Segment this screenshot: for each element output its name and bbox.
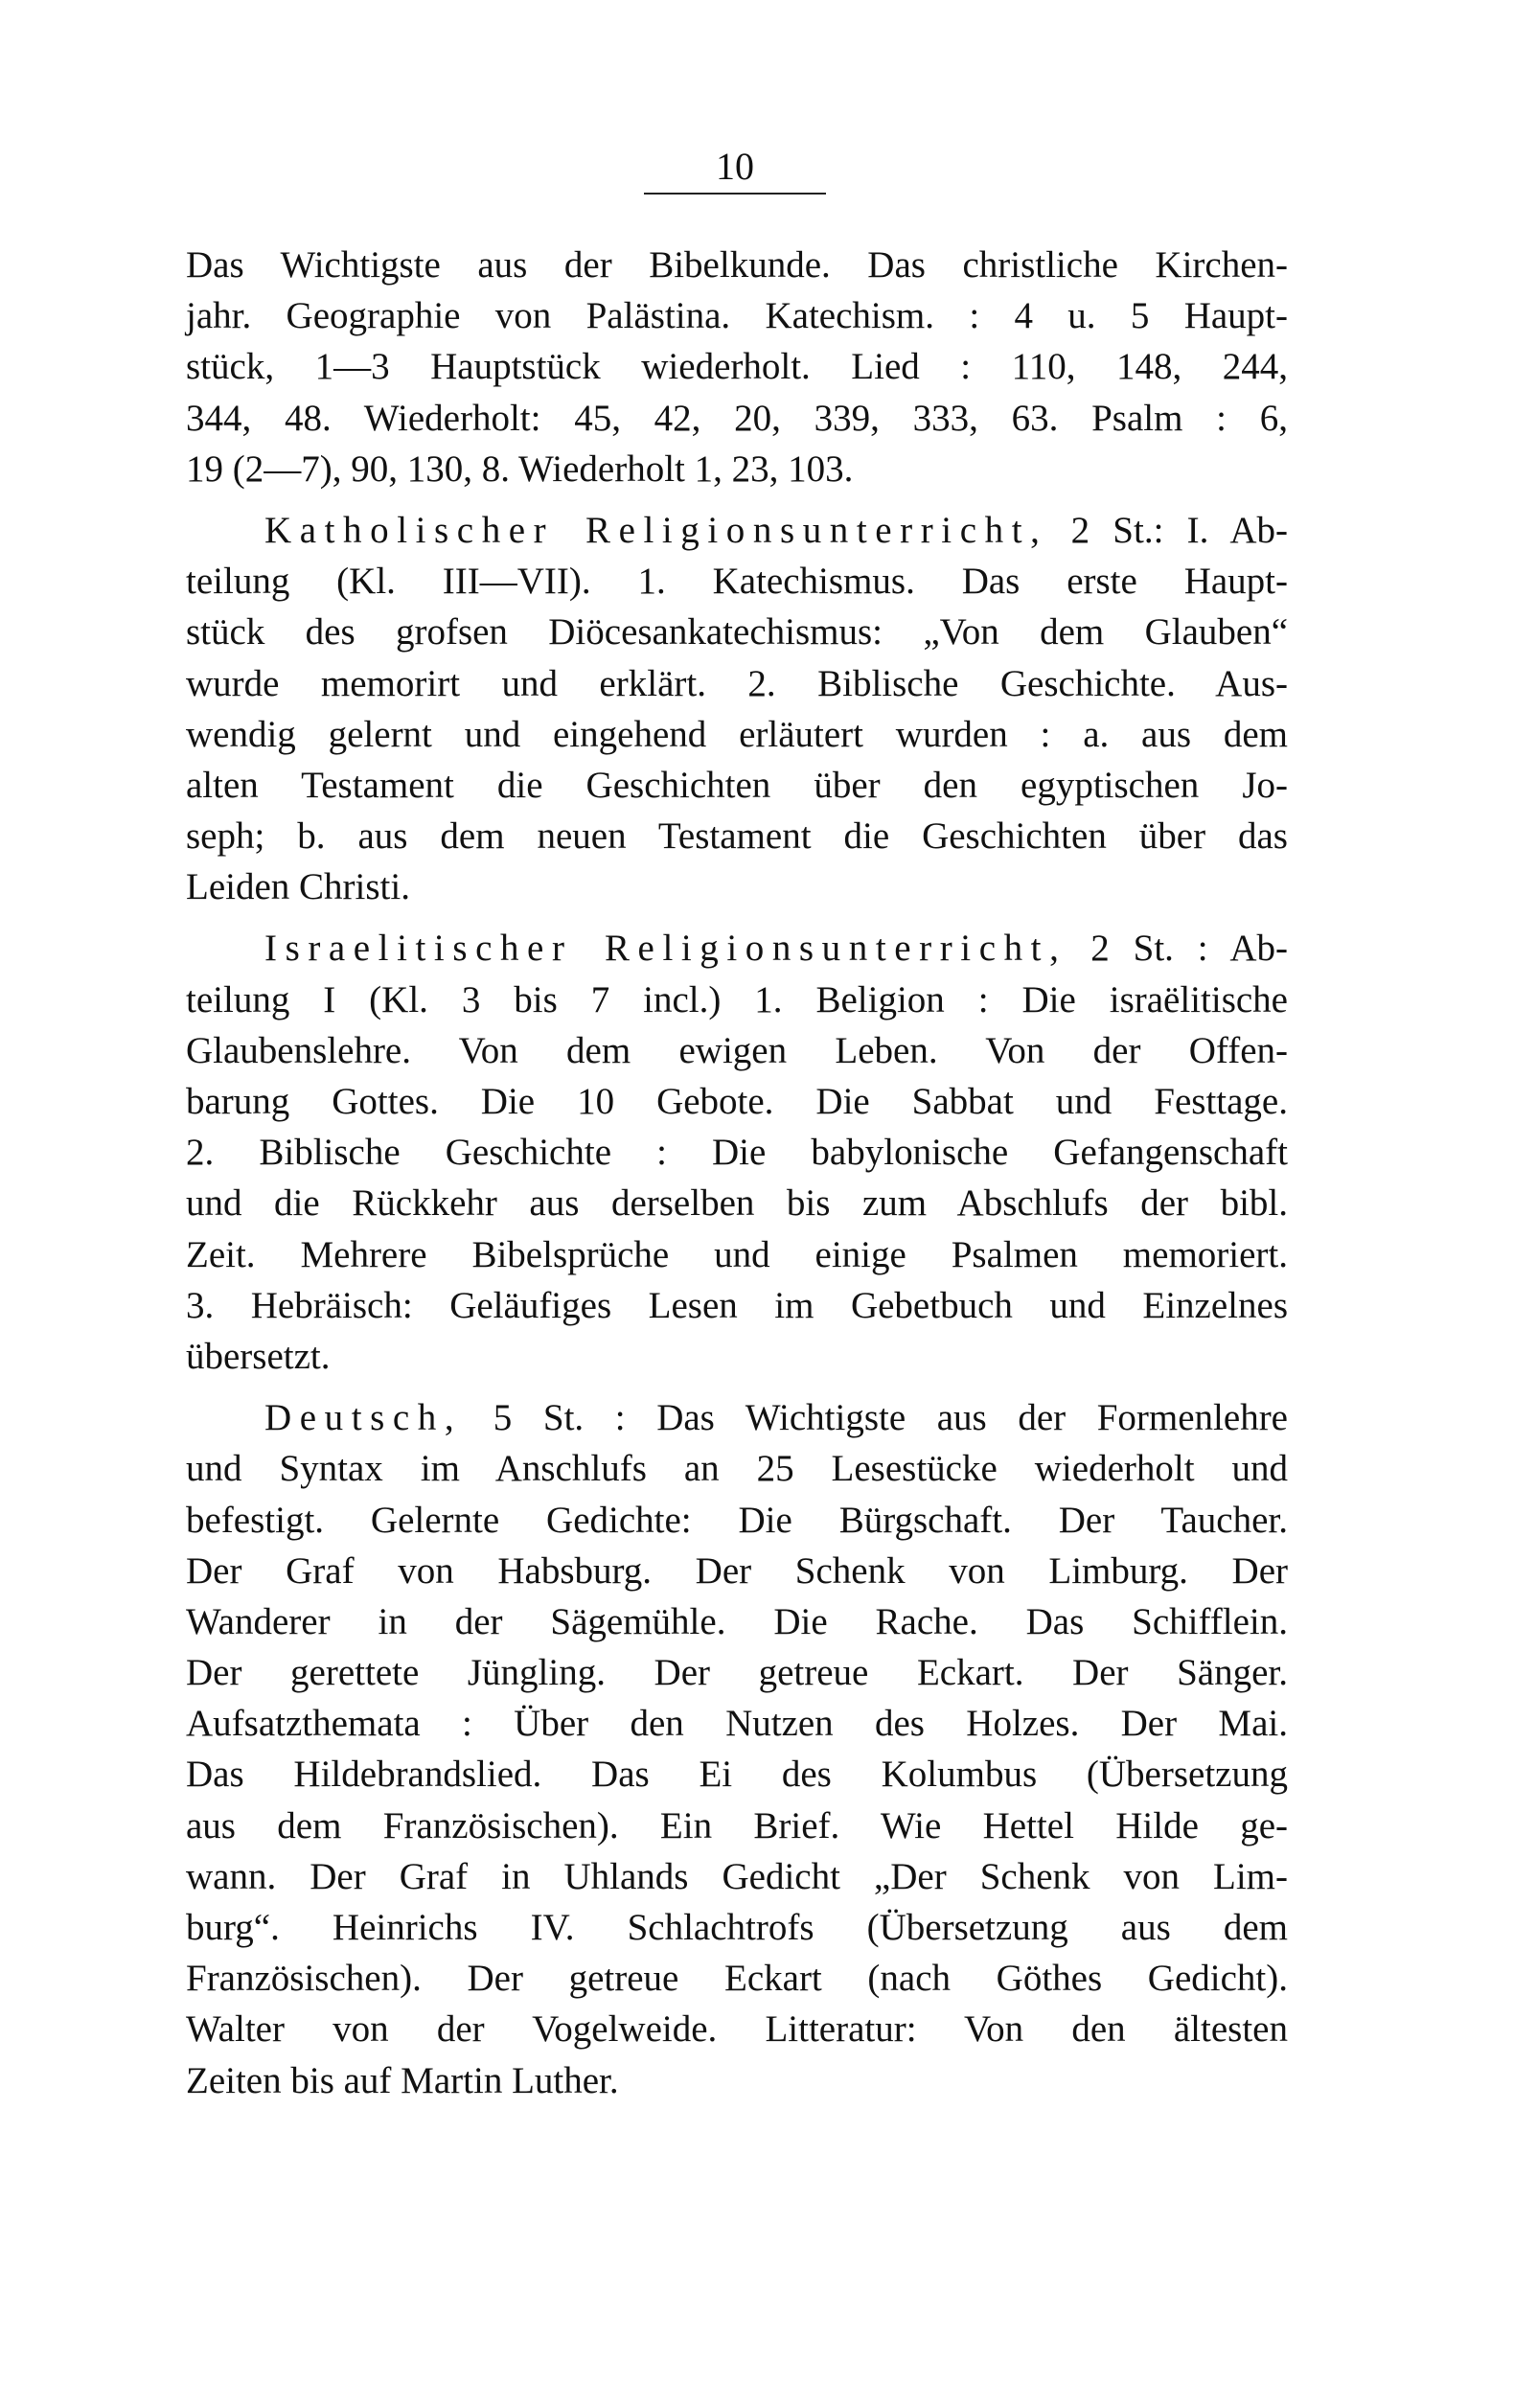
text-line: Das Hildebrandslied. Das Ei des Kolumbus (Übersetzung xyxy=(186,1754,1288,1796)
text-line: burg“. Heinrichs IV. Schlachtrofs (Übersetzung aus dem xyxy=(186,1907,1288,1948)
text-line: stück, 1—3 Hauptstück wiederholt. Lied : 110, 148, 244, xyxy=(186,346,1288,388)
text-line xyxy=(186,923,1288,974)
text-line: Zeit. Mehrere Bibelsprüche und einige Psalmen memoriert. xyxy=(186,1233,1288,1275)
text-line: Glaubenslehre. Von dem ewigen Leben. Von der Offen- xyxy=(186,1029,1288,1071)
paragraph-israelite xyxy=(186,923,1288,1382)
text-line: jahr. Geographie von Palästina. Katechism. : 4 u. 5 Haupt- xyxy=(186,295,1288,337)
text-span: 2 St.: I. Ab- xyxy=(1047,509,1289,551)
text-line: stück des grofsen Diöcesankatechismus: „Von dem Glauben“ xyxy=(186,611,1288,654)
text-line: barung Gottes. Die 10 Gebote. Die Sabbat und Festtage. xyxy=(186,1081,1288,1122)
text-line: 2. Biblische Geschichte : Die babylonische Gefangenschaft xyxy=(186,1132,1288,1174)
page-number: 10 xyxy=(716,145,754,188)
text-line: Zeiten bis auf Martin Luther. xyxy=(186,2059,619,2101)
section-heading: Katholischer Religionsunterricht, xyxy=(264,509,1048,551)
text-line xyxy=(186,505,1288,556)
text-line: Der gerettete Jüngling. Der getreue Eckart. Der Sänger. xyxy=(186,1652,1288,1694)
text-span: 5 St. : Das Wichtigste aus der Formenlehre xyxy=(462,1397,1288,1439)
text-line xyxy=(186,1392,1288,1443)
text-line: teilung (Kl. III—VII). 1. Katechismus. Das erste Haupt- xyxy=(186,561,1288,603)
text-line: übersetzt. xyxy=(186,1335,331,1377)
section-heading: Israelitischer Religionsunterricht, xyxy=(264,928,1067,970)
text-line: Leiden Christi. xyxy=(186,866,410,908)
paragraph-german xyxy=(186,1392,1288,2106)
paragraph-evangelical xyxy=(186,240,1288,494)
text-line: Der Graf von Habsburg. Der Schenk von Limburg. Der xyxy=(186,1549,1288,1592)
header-rule xyxy=(644,193,826,195)
text-line: Französischen). Der getreue Eckart (nach Göthes Gedicht). xyxy=(186,1958,1288,2000)
text-line: und die Rückkehr aus derselben bis zum Abschlufs der bibl. xyxy=(186,1182,1288,1225)
paragraph-catholic xyxy=(186,505,1288,913)
text-line: wurde memorirt und erklärt. 2. Biblische Geschichte. Aus- xyxy=(186,662,1288,704)
text-line: 3. Hebräisch: Geläufiges Lesen im Gebetbuch und Einzelnes xyxy=(186,1284,1288,1326)
text-line: Wanderer in der Sägemühle. Die Rache. Das Schifflein. xyxy=(186,1600,1288,1642)
body-text xyxy=(186,240,1288,2106)
text-span: 2 St. : Ab- xyxy=(1067,928,1288,970)
text-line: wann. Der Graf in Uhlands Gedicht „Der Schenk von Lim- xyxy=(186,1855,1288,1897)
text-line: teilung I (Kl. 3 bis 7 incl.) 1. Beligion : Die israëlitische xyxy=(186,978,1288,1021)
text-line: Das Wichtigste aus der Bibelkunde. Das christliche Kirchen- xyxy=(186,244,1288,286)
text-line: 344, 48. Wiederholt: 45, 42, 20, 339, 333, 63. Psalm : 6, xyxy=(186,397,1288,439)
text-line: seph; b. aus dem neuen Testament die Geschichten über das xyxy=(186,815,1288,858)
text-line: aus dem Französischen). Ein Brief. Wie Hettel Hilde ge- xyxy=(186,1804,1288,1846)
text-line: 19 (2—7), 90, 130, 8. Wiederholt 1, 23, 103. xyxy=(186,447,854,490)
text-line: und Syntax im Anschlufs an 25 Lesestücke wiederholt und xyxy=(186,1448,1288,1490)
text-line: alten Testament die Geschichten über den egyptischen Jo- xyxy=(186,764,1288,806)
text-line: wendig gelernt und eingehend erläutert wurden : a. aus dem xyxy=(186,713,1288,755)
text-line: befestigt. Gelernte Gedichte: Die Bürgschaft. Der Taucher. xyxy=(186,1499,1288,1541)
text-line: Walter von der Vogelweide. Litteratur: Von den ältesten xyxy=(186,2008,1288,2051)
text-line: Aufsatzthemata : Über den Nutzen des Holzes. Der Mai. xyxy=(186,1703,1288,1745)
section-heading: Deutsch, xyxy=(264,1397,463,1439)
